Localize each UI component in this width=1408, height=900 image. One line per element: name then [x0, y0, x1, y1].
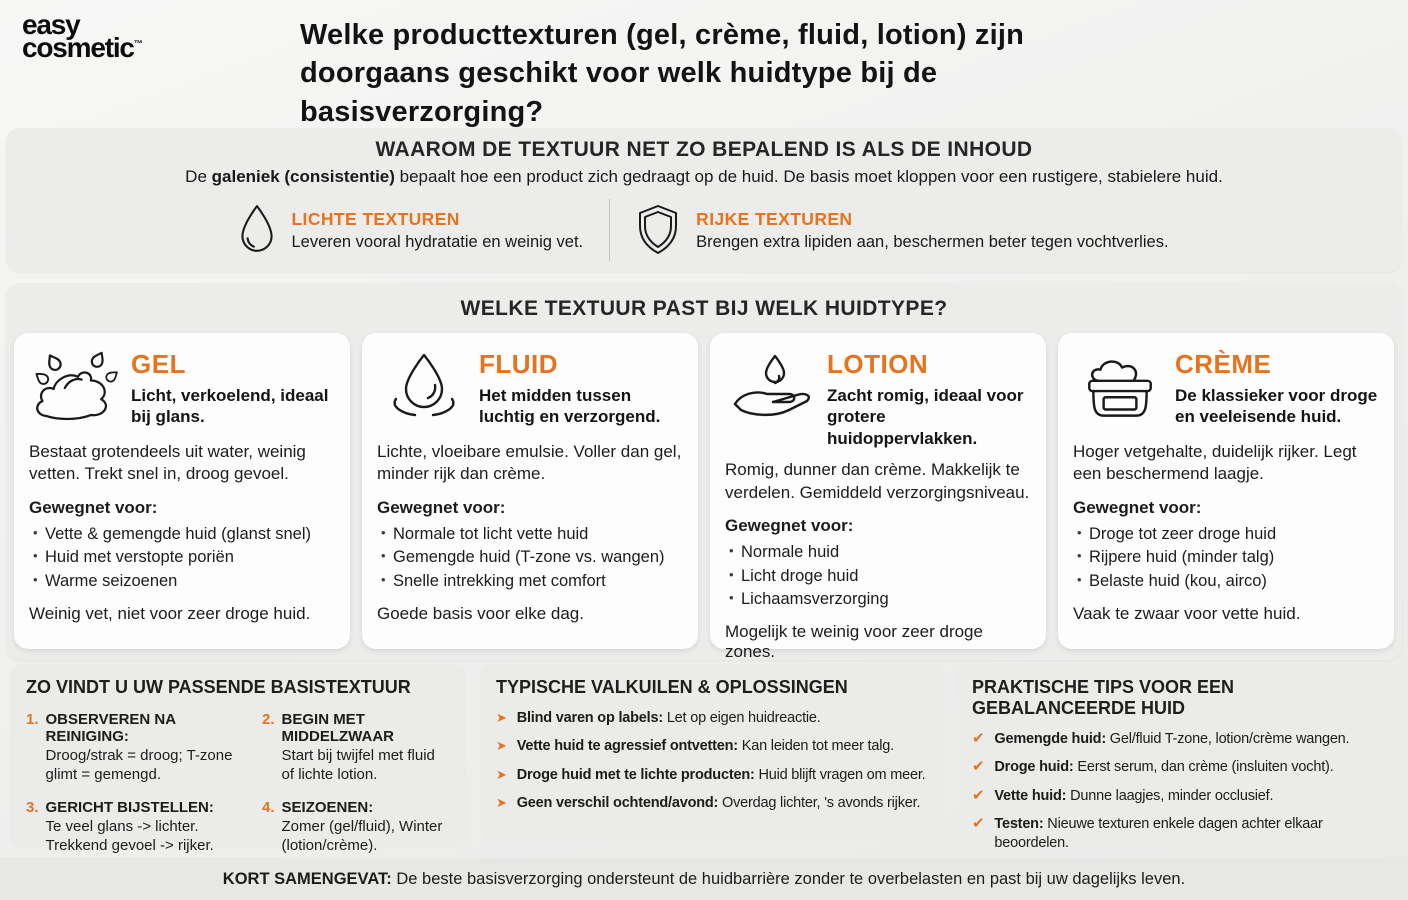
tips-box [956, 664, 1408, 851]
tip-item: ✔ Droge huid: Eerst serum, dan crème (insluiten vocht). [972, 758, 1334, 776]
card-bullet: • Snelle intrekking met comfort [377, 570, 683, 593]
step-number: 1. [26, 711, 39, 728]
card-tagline: Licht, verkoelend, ideaal bij glans. [131, 386, 329, 427]
card-description: Hoger vetgehalte, duidelijk rijker. Legt een beschermend laagje. [1073, 442, 1357, 484]
texture-card-fluid [362, 333, 698, 649]
card-bullet: • Droge tot zeer droge huid [1073, 523, 1379, 546]
pitfalls-list [496, 709, 927, 813]
tip-item: ✔ Gemengde huid: Gel/fluid T-zone, lotion/crème wangen. [972, 730, 1350, 747]
card-tagline: Het midden tussen luchtig en verzorgend. [479, 386, 661, 427]
card-description: Romig, dunner dan crème. Makkelijk te verdelen. Gemiddeld verzorgingsniveau. [725, 460, 1030, 502]
tip-item: ✔ Testen: Nieuwe texturen enkele dagen achter elkaar beoordelen. [972, 815, 1323, 851]
advice-boxes-row [10, 664, 1408, 854]
tips-list [972, 730, 1392, 853]
rich-textures-title: RIJKE TEXTUREN [696, 208, 853, 229]
card-suited-label: Gewegnet voor: [725, 516, 854, 536]
why-columns [6, 199, 1402, 261]
pitfalls-title: TYPISCHE VALKUILEN & OPLOSSINGEN [496, 677, 848, 697]
check-icon: ✔ [972, 758, 985, 776]
trademark-symbol: ™ [133, 38, 143, 49]
page-title [300, 16, 1200, 131]
pitfall-item: ➤ Droge huid met te lichte producten: Huid blijft vragen om meer. [496, 766, 926, 783]
check-icon: ✔ [972, 815, 985, 833]
texture-match-panel [6, 283, 1402, 660]
step-number: 3. [26, 798, 39, 816]
brand-line1: easy [22, 9, 80, 40]
brand-logo [22, 9, 143, 63]
why-intro: De galeniek (consistentie) bepaalt hoe een product zich gedraagt op de huid. De basis moet kloppen voor een rustigere, stabielere huid. [185, 167, 1223, 186]
page-title-line3: basisverzorging? [300, 95, 544, 128]
card-tagline: De klassieker voor droge en veeleisende huid. [1175, 386, 1378, 427]
tip-item: ✔ Vette huid: Dunne laagjes, minder occlusief. [972, 786, 1274, 804]
vertical-divider [609, 199, 610, 261]
page-title-line2: doorgaans geschikt voor welk huidtype bij de [300, 57, 938, 90]
summary-text: De beste basisverzorging ondersteunt de huidbarrière zonder te overbelasten en past bij uw dagelijks leven. [391, 869, 1186, 888]
card-bullet: • Huid met verstopte poriën [29, 546, 335, 569]
card-suited-label: Gewegnet voor: [377, 497, 506, 517]
card-note: Weinig vet, niet voor zeer droge huid. [29, 604, 311, 624]
card-bullet: • Rijpere huid (minder talg) [1073, 546, 1379, 569]
texture-cards-row [6, 321, 1402, 662]
light-textures-text: Leveren vooral hydratatie en weinig vet. [291, 232, 584, 251]
gel-splash-icon [29, 345, 123, 431]
texture-card-gel [14, 333, 350, 649]
find-step-3: 3. GERICHT BIJSTELLEN: Te veel glans -> lichter. Trekkend gevoel -> rijker. [26, 798, 214, 854]
light-textures-title: LICHTE TEXTUREN [291, 208, 460, 229]
page-title-line1: Welke producttexturen (gel, crème, fluid, lotion) zijn [300, 19, 1025, 51]
card-title: CRÈME [1175, 349, 1272, 379]
fluid-drop-icon [377, 345, 471, 431]
find-texture-title: ZO VINDT U UW PASSENDE BASISTEXTUUR [26, 677, 411, 697]
card-bullet-list [29, 523, 335, 593]
why-title: WAAROM DE TEXTUUR NET ZO BEPALEND IS ALS DE INHOUD [375, 138, 1033, 161]
card-description: Lichte, vloeibare emulsie. Voller dan gel, minder rijk dan crème. [377, 442, 682, 484]
card-description: Bestaat grotendeels uit water, weinig vetten. Trekt snel in, droog gevoel. [29, 442, 306, 484]
pitfall-item: ➤ Blind varen op labels: Let op eigen huidreactie. [496, 710, 821, 726]
rich-textures-text: Brengen extra lipiden aan, beschermen beter tegen vochtverlies. [696, 232, 1169, 251]
summary-label: KORT SAMENGEVAT: [222, 869, 392, 888]
arrow-icon: ➤ [496, 795, 507, 811]
pitfall-item: ➤ Geen verschil ochtend/avond: Overdag lichter, 's avonds rijker. [496, 795, 921, 812]
card-bullet: • Normale huid [725, 541, 1031, 564]
light-textures-item [239, 204, 583, 256]
tips-title: PRAKTISCHE TIPS VOOR EEN GEBALANCEERDE HUID [972, 677, 1235, 718]
brand-line2: cosmetic™ [22, 31, 143, 63]
find-step-2: 2. BEGIN MET MIDDELZWAAR Start bij twijfel met fluid of lichte lotion. [262, 711, 435, 783]
find-texture-box [10, 664, 467, 854]
card-bullet: • Vette & gemengde huid (glanst snel) [29, 523, 335, 546]
check-icon: ✔ [972, 730, 985, 747]
card-title: LOTION [827, 349, 929, 379]
card-suited-label: Gewegnet voor: [29, 497, 158, 517]
card-bullet: • Belaste huid (kou, airco) [1073, 570, 1379, 593]
rich-textures-item [636, 204, 1168, 256]
find-steps-grid [26, 711, 451, 856]
summary-bar [0, 858, 1408, 900]
why-texture-panel [6, 128, 1402, 272]
find-step-4: 4. SEIZOENEN: Zomer (gel/fluid), Winter (lotion/crème). [262, 798, 443, 854]
shield-icon [636, 204, 680, 256]
card-note: Mogelijk te weinig voor zeer droge zones. [725, 622, 983, 662]
texture-section-title: WELKE TEXTUUR PAST BIJ WELK HUIDTYPE? [460, 297, 948, 320]
card-bullet: • Gemengde huid (T-zone vs. wangen) [377, 546, 683, 569]
check-icon: ✔ [972, 786, 985, 804]
card-tagline: Zacht romig, ideaal voor grotere huidoppervlakken. [827, 386, 1024, 448]
card-bullet: • Lichaamsverzorging [725, 588, 1031, 611]
card-bullet: • Warme seizoenen [29, 570, 335, 593]
card-bullet-list [377, 523, 683, 593]
card-suited-label: Gewegnet voor: [1073, 497, 1202, 517]
droplet-icon [239, 204, 275, 256]
step-number: 2. [262, 711, 275, 728]
card-bullet: • Normale tot licht vette huid [377, 523, 683, 546]
card-title: GEL [131, 349, 186, 379]
pitfall-item: ➤ Vette huid te agressief ontvetten: Kan leiden tot meer talg. [496, 738, 894, 755]
arrow-icon: ➤ [496, 710, 507, 725]
arrow-icon: ➤ [496, 738, 507, 754]
card-note: Vaak te zwaar voor vette huid. [1073, 604, 1301, 624]
arrow-icon: ➤ [496, 766, 507, 782]
pitfalls-box [480, 664, 943, 840]
cream-jar-icon [1073, 345, 1167, 431]
card-title: FLUID [479, 349, 559, 379]
find-step-1: 1. OBSERVEREN NA REINIGING: Droog/strak = droog; T-zone glimt = gemengd. [26, 711, 233, 783]
card-bullet-list [725, 541, 1031, 611]
texture-card-creme [1058, 333, 1394, 649]
card-bullet: • Licht droge huid [725, 565, 1031, 588]
card-note: Goede basis voor elke dag. [377, 604, 584, 624]
card-bullet-list [1073, 523, 1379, 593]
lotion-hand-icon [725, 345, 819, 431]
step-number: 4. [262, 798, 275, 816]
texture-card-lotion [710, 333, 1046, 662]
